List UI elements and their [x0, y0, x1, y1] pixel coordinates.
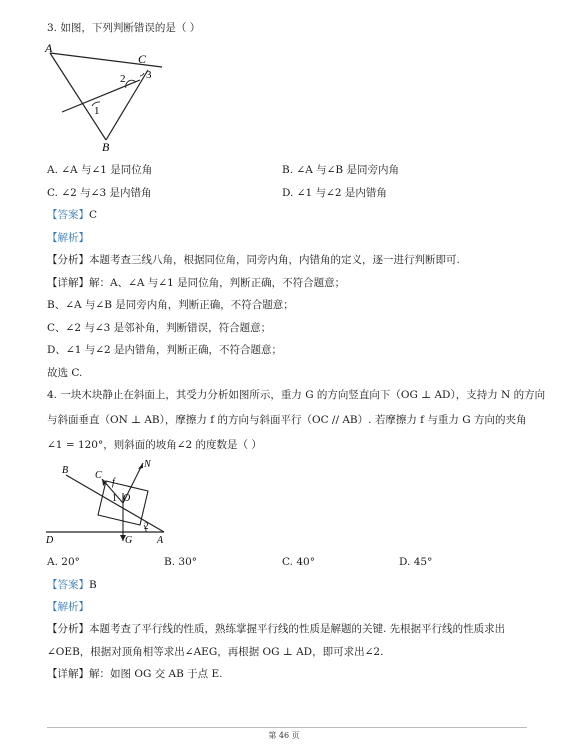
label-g: G — [125, 535, 133, 546]
answer-tag: 【答案】 — [47, 579, 89, 591]
q3-detail-line: C、∠2 与∠3 是邻补角，判断错误，符合题意； — [47, 322, 272, 334]
label-2: 2 — [120, 73, 126, 85]
label-f: f — [112, 477, 115, 488]
line-bc — [106, 70, 148, 140]
q3-option-b: B. ∠A 与∠B 是同旁内角 — [282, 164, 399, 176]
q3-figure — [40, 40, 170, 152]
label-a: A — [45, 41, 53, 55]
q3-detail-line: 【详解】解：A、∠A 与∠1 是同位角，判断正确，不符合题意； — [47, 277, 346, 289]
q4-option-c: C. 40° — [282, 556, 315, 568]
q4-analysis-line: 【分析】本题考查了平行线的性质，熟练掌握平行线的性质是解题的关键. 先根据平行线的性质求出 — [47, 623, 506, 635]
q3-analysis: 【分析】本题考查三线八角，根据同位角，同旁内角，内错角的定义，逐一进行判断即可. — [47, 254, 460, 266]
answer-value: C — [89, 209, 98, 221]
label-o: O — [123, 493, 131, 504]
q4-stem-line: 4. 一块木块静止在斜面上，其受力分析如图所示，重力 G 的方向竖直向下（OG ⊥ AD），支持力 N 的方向 — [47, 389, 546, 401]
q3-option-a: A. ∠A 与∠1 是同位角 — [47, 164, 153, 176]
q3-stem: 3. 如图，下列判断错误的是（ ） — [47, 22, 201, 34]
label-1: 1 — [112, 493, 117, 504]
label-a: A — [157, 535, 164, 546]
label-c: C — [95, 470, 102, 481]
q4-option-b: B. 30° — [164, 556, 198, 568]
q4-figure — [40, 455, 180, 547]
label-1: 1 — [94, 105, 100, 117]
line-ab — [50, 53, 106, 140]
q3-detail-line: D、∠1 与∠2 是内错角，判断正确，不符合题意； — [47, 344, 283, 356]
answer-tag: 【答案】 — [47, 209, 89, 221]
q4-stem-line: 与斜面垂直（ON ⊥ AB），摩擦力 f 的方向与斜面平行（OC // AB）. 若摩擦力 f 与重力 G 方向的夹角 — [47, 414, 527, 426]
q3-detail-line: B、∠A 与∠B 是同旁内角，判断正确，不符合题意； — [47, 299, 294, 311]
label-2: 2 — [144, 521, 149, 531]
q3-answer — [47, 208, 97, 222]
arrow-c-head — [102, 479, 107, 486]
label-b: B — [62, 465, 69, 476]
q4-answer — [47, 578, 97, 592]
q4-option-d: D. 45° — [399, 556, 433, 568]
q4-stem-line: ∠1 = 120°，则斜面的坡角∠2 的度数是（ ） — [47, 439, 262, 451]
label-3: 3 — [146, 69, 152, 81]
q3-option-d: D. ∠1 与∠2 是内错角 — [282, 187, 387, 199]
q3-conclusion: 故选 C. — [47, 367, 83, 379]
q4-analysis-line: ∠OEB，根据对顶角相等求出∠AEG，再根据 OG ⊥ AD，即可求出∠2. — [47, 646, 384, 658]
label-c: C — [138, 52, 147, 66]
angle3-arc — [140, 73, 144, 76]
q4-detail: 【详解】解：如图 OG 交 AB 于点 E. — [47, 668, 223, 680]
footer-divider — [47, 727, 527, 728]
label-n: N — [144, 459, 151, 470]
q3-analysis-tag: 【解析】 — [47, 232, 89, 244]
transversal — [62, 80, 140, 112]
label-b: B — [102, 140, 110, 152]
q3-option-c: C. ∠2 与∠3 是内错角 — [47, 187, 152, 199]
answer-value: B — [89, 579, 97, 591]
q4-analysis-tag: 【解析】 — [47, 601, 89, 613]
q4-option-a: A. 20° — [47, 556, 80, 568]
label-d: D — [46, 535, 54, 546]
page-number: 第 46 页 — [268, 731, 300, 740]
